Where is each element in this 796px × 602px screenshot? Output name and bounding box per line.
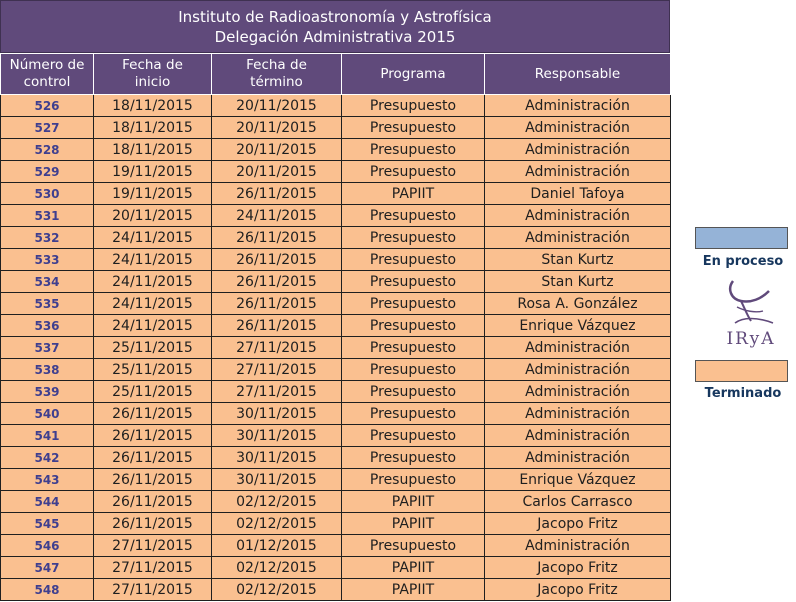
cell-start-date[interactable]: 27/11/2015 (94, 557, 212, 579)
cell-end-date[interactable]: 02/12/2015 (212, 491, 342, 513)
cell-responsible[interactable]: Carlos Carrasco (485, 491, 671, 513)
cell-control[interactable]: 535 (1, 293, 94, 315)
table-row[interactable] (1, 315, 671, 337)
cell-start-date[interactable]: 26/11/2015 (94, 425, 212, 447)
column-header-end[interactable]: Fecha de término (212, 54, 342, 95)
cell-responsible[interactable]: Daniel Tafoya (485, 183, 671, 205)
cell-control[interactable]: 526 (1, 95, 94, 117)
cell-start-date[interactable]: 26/11/2015 (94, 447, 212, 469)
table-row[interactable] (1, 117, 671, 139)
cell-end-date[interactable]: 30/11/2015 (212, 469, 342, 491)
cell-program[interactable]: Presupuesto (342, 469, 485, 491)
table-body (1, 95, 671, 601)
column-header-program[interactable]: Programa (342, 54, 485, 95)
cell-end-date[interactable]: 26/11/2015 (212, 315, 342, 337)
table-row[interactable] (1, 381, 671, 403)
cell-responsible[interactable]: Stan Kurtz (485, 271, 671, 293)
cell-end-date[interactable]: 02/12/2015 (212, 557, 342, 579)
cell-responsible[interactable]: Administración (485, 425, 671, 447)
legend-label-finished: Terminado (704, 386, 782, 401)
cell-responsible[interactable]: Administración (485, 359, 671, 381)
cell-end-date[interactable]: 27/11/2015 (212, 337, 342, 359)
cell-start-date[interactable]: 24/11/2015 (94, 227, 212, 249)
cell-program[interactable]: Presupuesto (342, 447, 485, 469)
table-row[interactable] (1, 557, 671, 579)
cell-control[interactable]: 538 (1, 359, 94, 381)
cell-end-date[interactable]: 20/11/2015 (212, 117, 342, 139)
cell-start-date[interactable]: 26/11/2015 (94, 403, 212, 425)
logo-text: IRyA (726, 329, 776, 349)
table-row[interactable] (1, 447, 671, 469)
cell-responsible[interactable]: Administración (485, 227, 671, 249)
cell-responsible[interactable]: Administración (485, 447, 671, 469)
cell-start-date[interactable]: 27/11/2015 (94, 579, 212, 601)
cell-control[interactable]: 545 (1, 513, 94, 535)
cell-responsible[interactable]: Administración (485, 381, 671, 403)
table-row[interactable] (1, 535, 671, 557)
irya-logo-icon (711, 277, 791, 349)
cell-start-date[interactable]: 24/11/2015 (94, 249, 212, 271)
cell-control[interactable]: 530 (1, 183, 94, 205)
cell-program[interactable]: Presupuesto (342, 205, 485, 227)
cell-start-date[interactable]: 25/11/2015 (94, 337, 212, 359)
cell-start-date[interactable]: 25/11/2015 (94, 381, 212, 403)
table-row[interactable] (1, 293, 671, 315)
cell-responsible[interactable]: Stan Kurtz (485, 249, 671, 271)
cell-start-date[interactable]: 18/11/2015 (94, 117, 212, 139)
cell-responsible[interactable]: Administración (485, 535, 671, 557)
cell-control[interactable]: 540 (1, 403, 94, 425)
cell-control[interactable]: 532 (1, 227, 94, 249)
cell-end-date[interactable]: 20/11/2015 (212, 139, 342, 161)
cell-control[interactable]: 537 (1, 337, 94, 359)
cell-control[interactable]: 543 (1, 469, 94, 491)
cell-program[interactable]: Presupuesto (342, 337, 485, 359)
cell-responsible[interactable]: Administración (485, 403, 671, 425)
cell-start-date[interactable]: 25/11/2015 (94, 359, 212, 381)
table-row[interactable] (1, 183, 671, 205)
cell-start-date[interactable]: 26/11/2015 (94, 469, 212, 491)
cell-program[interactable]: Presupuesto (342, 381, 485, 403)
cell-responsible[interactable]: Enrique Vázquez (485, 315, 671, 337)
cell-program[interactable]: PAPIIT (342, 513, 485, 535)
column-header-responsible[interactable]: Responsable (485, 54, 671, 95)
cell-program[interactable]: Presupuesto (342, 249, 485, 271)
cell-start-date[interactable]: 27/11/2015 (94, 535, 212, 557)
cell-program[interactable]: Presupuesto (342, 95, 485, 117)
cell-end-date[interactable]: 01/12/2015 (212, 535, 342, 557)
title-line-1: Instituto de Radioastronomía y Astrofísica (178, 7, 492, 26)
legend-label-in-progress: En proceso (702, 254, 784, 269)
cell-start-date[interactable]: 18/11/2015 (94, 139, 212, 161)
cell-start-date[interactable]: 24/11/2015 (94, 315, 212, 337)
cell-control[interactable]: 531 (1, 205, 94, 227)
table-row[interactable] (1, 425, 671, 447)
column-header-start[interactable]: Fecha de inicio (94, 54, 212, 95)
cell-control[interactable]: 536 (1, 315, 94, 337)
cell-program[interactable]: Presupuesto (342, 535, 485, 557)
cell-end-date[interactable]: 30/11/2015 (212, 447, 342, 469)
cell-program[interactable]: Presupuesto (342, 315, 485, 337)
cell-end-date[interactable]: 30/11/2015 (212, 425, 342, 447)
table-row[interactable] (1, 271, 671, 293)
table-row[interactable] (1, 359, 671, 381)
cell-program[interactable]: Presupuesto (342, 425, 485, 447)
cell-start-date[interactable]: 20/11/2015 (94, 205, 212, 227)
cell-control[interactable]: 548 (1, 579, 94, 601)
cell-control[interactable]: 528 (1, 139, 94, 161)
cell-program[interactable]: Presupuesto (342, 227, 485, 249)
cell-program[interactable]: PAPIIT (342, 183, 485, 205)
table-row[interactable] (1, 249, 671, 271)
table-row[interactable] (1, 205, 671, 227)
cell-end-date[interactable]: 27/11/2015 (212, 381, 342, 403)
table-row[interactable] (1, 337, 671, 359)
table-row[interactable] (1, 227, 671, 249)
cell-responsible[interactable]: Jacopo Fritz (485, 579, 671, 601)
cell-end-date[interactable]: 26/11/2015 (212, 293, 342, 315)
cell-program[interactable]: Presupuesto (342, 139, 485, 161)
cell-control[interactable]: 541 (1, 425, 94, 447)
cell-control[interactable]: 542 (1, 447, 94, 469)
cell-program[interactable]: Presupuesto (342, 161, 485, 183)
title-line-2: Delegación Administrativa 2015 (214, 27, 456, 46)
table-row[interactable] (1, 469, 671, 491)
table-row[interactable] (1, 139, 671, 161)
cell-start-date[interactable]: 18/11/2015 (94, 95, 212, 117)
cell-control[interactable]: 529 (1, 161, 94, 183)
table-header-row (1, 54, 671, 95)
cell-end-date[interactable]: 26/11/2015 (212, 183, 342, 205)
cell-responsible[interactable]: Administración (485, 161, 671, 183)
sheet-title (0, 0, 670, 53)
table-row[interactable] (1, 579, 671, 601)
cell-control[interactable]: 546 (1, 535, 94, 557)
cell-control[interactable]: 534 (1, 271, 94, 293)
table-row[interactable] (1, 403, 671, 425)
cell-responsible[interactable]: Rosa A. González (485, 293, 671, 315)
table-row[interactable] (1, 161, 671, 183)
cell-end-date[interactable]: 20/11/2015 (212, 161, 342, 183)
cell-responsible[interactable]: Jacopo Fritz (485, 557, 671, 579)
legend-swatch-in-progress (695, 227, 788, 249)
cell-responsible[interactable]: Enrique Vázquez (485, 469, 671, 491)
cell-program[interactable]: Presupuesto (342, 117, 485, 139)
cell-program[interactable]: Presupuesto (342, 293, 485, 315)
cell-program[interactable]: Presupuesto (342, 403, 485, 425)
table-row[interactable] (1, 513, 671, 535)
cell-program[interactable]: PAPIIT (342, 491, 485, 513)
cell-responsible[interactable]: Administración (485, 117, 671, 139)
cell-start-date[interactable]: 26/11/2015 (94, 491, 212, 513)
cell-end-date[interactable]: 20/11/2015 (212, 95, 342, 117)
cell-end-date[interactable]: 02/12/2015 (212, 513, 342, 535)
cell-responsible[interactable]: Administración (485, 95, 671, 117)
cell-end-date[interactable]: 30/11/2015 (212, 403, 342, 425)
table-row[interactable] (1, 491, 671, 513)
legend-swatch-finished (695, 360, 788, 382)
cell-program[interactable]: Presupuesto (342, 359, 485, 381)
cell-control[interactable]: 527 (1, 117, 94, 139)
cell-control[interactable]: 533 (1, 249, 94, 271)
cell-responsible[interactable]: Jacopo Fritz (485, 513, 671, 535)
cell-end-date[interactable]: 02/12/2015 (212, 579, 342, 601)
cell-start-date[interactable]: 19/11/2015 (94, 161, 212, 183)
column-header-control[interactable]: Número de control (1, 54, 94, 95)
cell-end-date[interactable]: 26/11/2015 (212, 249, 342, 271)
cell-program[interactable]: PAPIIT (342, 579, 485, 601)
cell-end-date[interactable]: 27/11/2015 (212, 359, 342, 381)
cell-start-date[interactable]: 24/11/2015 (94, 271, 212, 293)
cell-control[interactable]: 547 (1, 557, 94, 579)
records-table (0, 53, 671, 601)
cell-start-date[interactable]: 26/11/2015 (94, 513, 212, 535)
cell-start-date[interactable]: 24/11/2015 (94, 293, 212, 315)
cell-responsible[interactable]: Administración (485, 337, 671, 359)
cell-end-date[interactable]: 24/11/2015 (212, 205, 342, 227)
cell-control[interactable]: 539 (1, 381, 94, 403)
cell-responsible[interactable]: Administración (485, 139, 671, 161)
cell-control[interactable]: 544 (1, 491, 94, 513)
cell-program[interactable]: PAPIIT (342, 557, 485, 579)
cell-end-date[interactable]: 26/11/2015 (212, 227, 342, 249)
cell-end-date[interactable]: 26/11/2015 (212, 271, 342, 293)
cell-program[interactable]: Presupuesto (342, 271, 485, 293)
table-row[interactable] (1, 95, 671, 117)
cell-responsible[interactable]: Administración (485, 205, 671, 227)
cell-start-date[interactable]: 19/11/2015 (94, 183, 212, 205)
